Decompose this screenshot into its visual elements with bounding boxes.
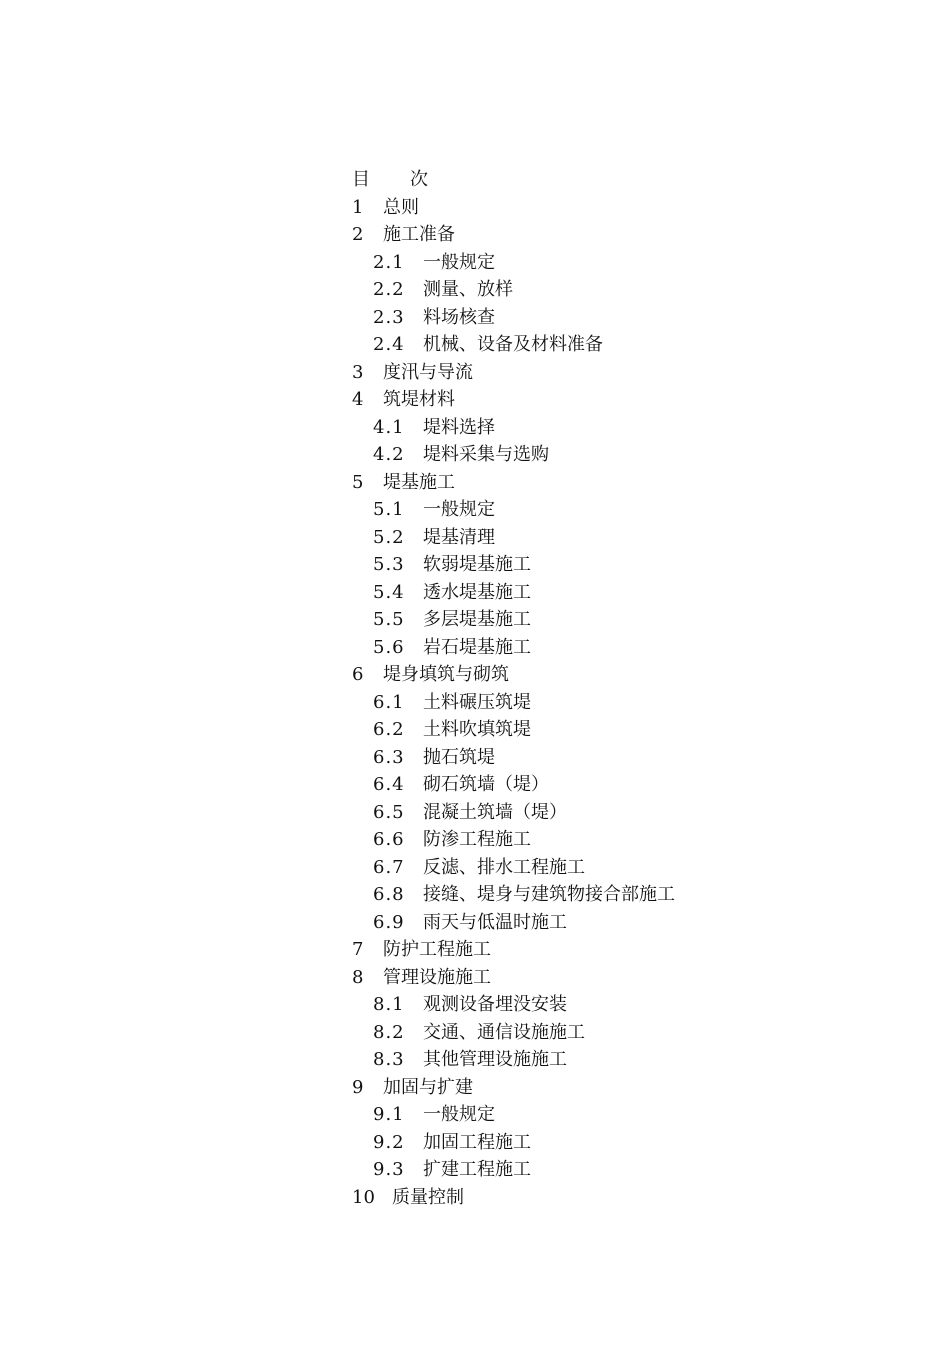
toc-section-entry[interactable] — [352, 799, 912, 827]
toc-chapter-entry[interactable] — [352, 469, 912, 497]
toc-entry-number: 5.3 — [373, 554, 405, 575]
toc-entry-number: 6.4 — [373, 774, 405, 795]
toc-section-entry[interactable] — [352, 1101, 912, 1129]
toc-chapter-entry[interactable] — [352, 359, 912, 387]
table-of-contents — [352, 166, 912, 1211]
toc-entry-title: 混凝土筑墙（堤） — [423, 801, 567, 823]
toc-entry-number: 6 — [352, 664, 364, 685]
toc-entry-title: 岩石堤基施工 — [423, 636, 531, 658]
toc-entry-number: 5.4 — [373, 581, 405, 603]
toc-section-entry[interactable] — [352, 826, 912, 854]
toc-section-entry[interactable] — [352, 1019, 912, 1047]
toc-entry-number: 6.6 — [373, 829, 405, 850]
toc-entry-number: 4.2 — [373, 444, 405, 465]
toc-section-entry[interactable] — [352, 249, 912, 277]
toc-entry-number: 5.6 — [373, 636, 405, 658]
toc-entry-title: 软弱堤基施工 — [423, 554, 531, 575]
toc-section-entry[interactable] — [352, 304, 912, 332]
toc-entry-title: 抛石筑堤 — [423, 746, 495, 768]
toc-chapter-entry[interactable] — [352, 936, 912, 964]
toc-section-entry[interactable] — [352, 744, 912, 772]
toc-chapter-entry[interactable] — [352, 1074, 912, 1102]
toc-entry-number: 4.1 — [373, 416, 405, 438]
toc-entry-title: 防护工程施工 — [383, 939, 491, 960]
toc-entry-title: 堤基施工 — [383, 471, 455, 493]
toc-entry-title: 交通、通信设施施工 — [423, 1021, 585, 1043]
toc-section-entry[interactable] — [352, 1129, 912, 1157]
toc-entry-title: 扩建工程施工 — [423, 1159, 531, 1180]
toc-entry-number: 8.2 — [373, 1021, 405, 1043]
toc-section-entry[interactable] — [352, 991, 912, 1019]
toc-section-entry[interactable] — [352, 441, 912, 469]
toc-entry-number: 6.8 — [373, 884, 405, 905]
toc-entry-title: 观测设备埋没安装 — [423, 994, 567, 1015]
toc-section-entry[interactable] — [352, 1156, 912, 1184]
toc-section-entry[interactable] — [352, 634, 912, 662]
toc-entry-title: 总则 — [383, 196, 419, 218]
toc-section-entry[interactable] — [352, 414, 912, 442]
toc-section-entry[interactable] — [352, 909, 912, 937]
toc-entry-number: 3 — [352, 361, 364, 383]
toc-entry-title: 管理设施施工 — [383, 966, 491, 988]
toc-heading-right: 次 — [410, 169, 428, 190]
toc-entry-number: 2 — [352, 224, 364, 245]
toc-entry-number: 8 — [352, 966, 364, 988]
toc-section-entry[interactable] — [352, 551, 912, 579]
toc-entry-number: 8.1 — [373, 994, 405, 1015]
toc-chapter-entry[interactable] — [352, 194, 912, 222]
toc-entry-number: 10 — [352, 1186, 375, 1208]
toc-entry-title: 加固工程施工 — [423, 1131, 531, 1153]
toc-entry-title: 堤料选择 — [423, 416, 495, 438]
toc-entry-title: 一般规定 — [423, 499, 495, 520]
toc-entry-title: 反滤、排水工程施工 — [423, 856, 585, 878]
toc-section-entry[interactable] — [352, 606, 912, 634]
toc-entry-number: 4 — [352, 389, 364, 410]
toc-entry-title: 砌石筑墙（堤） — [423, 774, 549, 795]
toc-list — [352, 194, 912, 1212]
toc-entry-title: 施工准备 — [383, 224, 455, 245]
toc-heading — [352, 166, 912, 194]
toc-section-entry[interactable] — [352, 1046, 912, 1074]
toc-entry-number: 9 — [352, 1076, 364, 1098]
toc-section-entry[interactable] — [352, 524, 912, 552]
toc-section-entry[interactable] — [352, 689, 912, 717]
toc-entry-number: 6.3 — [373, 746, 405, 768]
toc-entry-number: 9.2 — [373, 1131, 405, 1153]
toc-entry-title: 堤基清理 — [423, 526, 495, 548]
toc-entry-number: 2.4 — [373, 334, 405, 355]
toc-chapter-entry[interactable] — [352, 1184, 912, 1212]
toc-entry-title: 一般规定 — [423, 251, 495, 273]
toc-entry-title: 机械、设备及材料准备 — [423, 334, 603, 355]
toc-entry-title: 加固与扩建 — [383, 1076, 473, 1098]
toc-entry-title: 测量、放样 — [423, 279, 513, 300]
toc-entry-title: 多层堤基施工 — [423, 609, 531, 630]
toc-section-entry[interactable] — [352, 854, 912, 882]
toc-entry-title: 雨天与低温时施工 — [423, 911, 567, 933]
toc-section-entry[interactable] — [352, 881, 912, 909]
toc-chapter-entry[interactable] — [352, 221, 912, 249]
toc-entry-number: 9.1 — [373, 1104, 405, 1125]
toc-entry-number: 8.3 — [373, 1049, 405, 1070]
toc-entry-title: 堤身填筑与砌筑 — [383, 664, 509, 685]
toc-entry-number: 6.5 — [373, 801, 405, 823]
toc-entry-title: 筑堤材料 — [383, 389, 455, 410]
toc-entry-number: 5.1 — [373, 499, 405, 520]
toc-entry-number: 9.3 — [373, 1159, 405, 1180]
toc-section-entry[interactable] — [352, 276, 912, 304]
toc-entry-number: 5.2 — [373, 526, 405, 548]
toc-chapter-entry[interactable] — [352, 964, 912, 992]
toc-entry-number: 5 — [352, 471, 364, 493]
toc-entry-title: 透水堤基施工 — [423, 581, 531, 603]
toc-entry-title: 质量控制 — [392, 1186, 464, 1208]
toc-section-entry[interactable] — [352, 579, 912, 607]
toc-entry-number: 1 — [352, 196, 364, 218]
toc-entry-title: 接缝、堤身与建筑物接合部施工 — [423, 884, 675, 905]
toc-entry-title: 其他管理设施施工 — [423, 1049, 567, 1070]
toc-section-entry[interactable] — [352, 716, 912, 744]
toc-entry-number: 7 — [352, 939, 364, 960]
toc-section-entry[interactable] — [352, 331, 912, 359]
toc-section-entry[interactable] — [352, 496, 912, 524]
toc-entry-number: 2.1 — [373, 251, 405, 273]
toc-section-entry[interactable] — [352, 771, 912, 799]
toc-entry-number: 5.5 — [373, 609, 405, 630]
toc-entry-number: 2.2 — [373, 279, 405, 300]
toc-entry-number: 6.7 — [373, 856, 405, 878]
toc-entry-title: 堤料采集与选购 — [423, 444, 549, 465]
toc-chapter-entry[interactable] — [352, 661, 912, 689]
toc-entry-title: 料场核查 — [423, 306, 495, 328]
toc-entry-number: 6.1 — [373, 691, 405, 713]
toc-entry-number: 6.9 — [373, 911, 405, 933]
toc-entry-title: 土料吹填筑堤 — [423, 719, 531, 740]
toc-entry-number: 6.2 — [373, 719, 405, 740]
toc-heading-left: 目 — [352, 169, 370, 190]
toc-entry-title: 度汛与导流 — [383, 361, 473, 383]
toc-entry-number: 2.3 — [373, 306, 405, 328]
toc-chapter-entry[interactable] — [352, 386, 912, 414]
toc-entry-title: 防渗工程施工 — [423, 829, 531, 850]
toc-entry-title: 一般规定 — [423, 1104, 495, 1125]
toc-entry-title: 土料碾压筑堤 — [423, 691, 531, 713]
